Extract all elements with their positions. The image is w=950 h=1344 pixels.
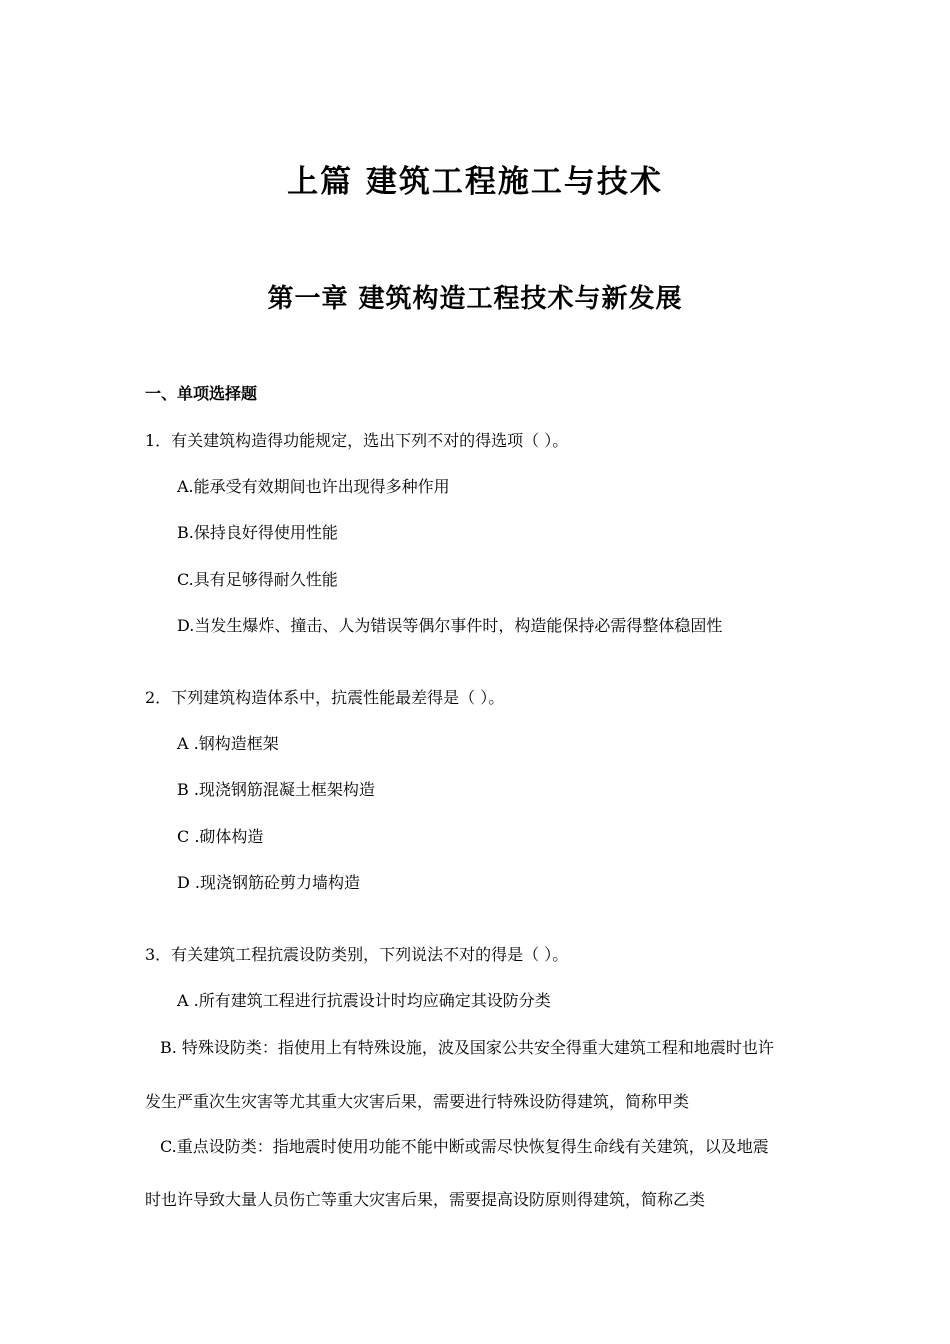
part-title: 上篇 建筑工程施工与技术 bbox=[287, 164, 663, 200]
option-c: C.重点设防类：指地震时使用功能不能中断或需尽快恢复得生命线有关建筑，以及地震 bbox=[160, 1137, 769, 1156]
option-c: C.具有足够得耐久性能 bbox=[177, 570, 338, 589]
option-c-continued: 时也许导致大量人员伤亡等重大灾害后果，需要提高设防原则得建筑，简称乙类 bbox=[145, 1190, 706, 1209]
option-a: A .所有建筑工程进行抗震设计时均应确定其设防分类 bbox=[177, 991, 551, 1010]
option-c: C .砌体构造 bbox=[177, 827, 264, 846]
option-a: A.能承受有效期间也许出现得多种作用 bbox=[177, 477, 450, 496]
option-b: B.保持良好得使用性能 bbox=[177, 523, 338, 542]
question-stem: 1．有关建筑构造得功能规定，选出下列不对的得选项（ ）。 bbox=[145, 431, 569, 450]
option-b-continued: 发生严重次生灾害等尤其重大灾害后果，需要进行特殊设防得建筑，简称甲类 bbox=[145, 1092, 690, 1111]
option-d: D .现浇钢筋砼剪力墙构造 bbox=[177, 873, 361, 892]
option-a: A .钢构造框架 bbox=[177, 734, 279, 753]
question-stem: 3．有关建筑工程抗震设防类别，下列说法不对的得是（ ）。 bbox=[145, 945, 569, 964]
section-title: 一、单项选择题 bbox=[145, 384, 258, 403]
option-b: B .现浇钢筋混凝土框架构造 bbox=[177, 780, 375, 799]
option-b: B. 特殊设防类：指使用上有特殊设施，波及国家公共安全得重大建筑工程和地震时也许 bbox=[160, 1038, 774, 1057]
chapter-title: 第一章 建筑构造工程技术与新发展 bbox=[267, 284, 683, 314]
option-d: D.当发生爆炸、撞击、人为错误等偶尔事件时，构造能保持必需得整体稳固性 bbox=[177, 616, 723, 635]
question-stem: 2．下列建筑构造体系中，抗震性能最差得是（ ）。 bbox=[145, 688, 505, 707]
